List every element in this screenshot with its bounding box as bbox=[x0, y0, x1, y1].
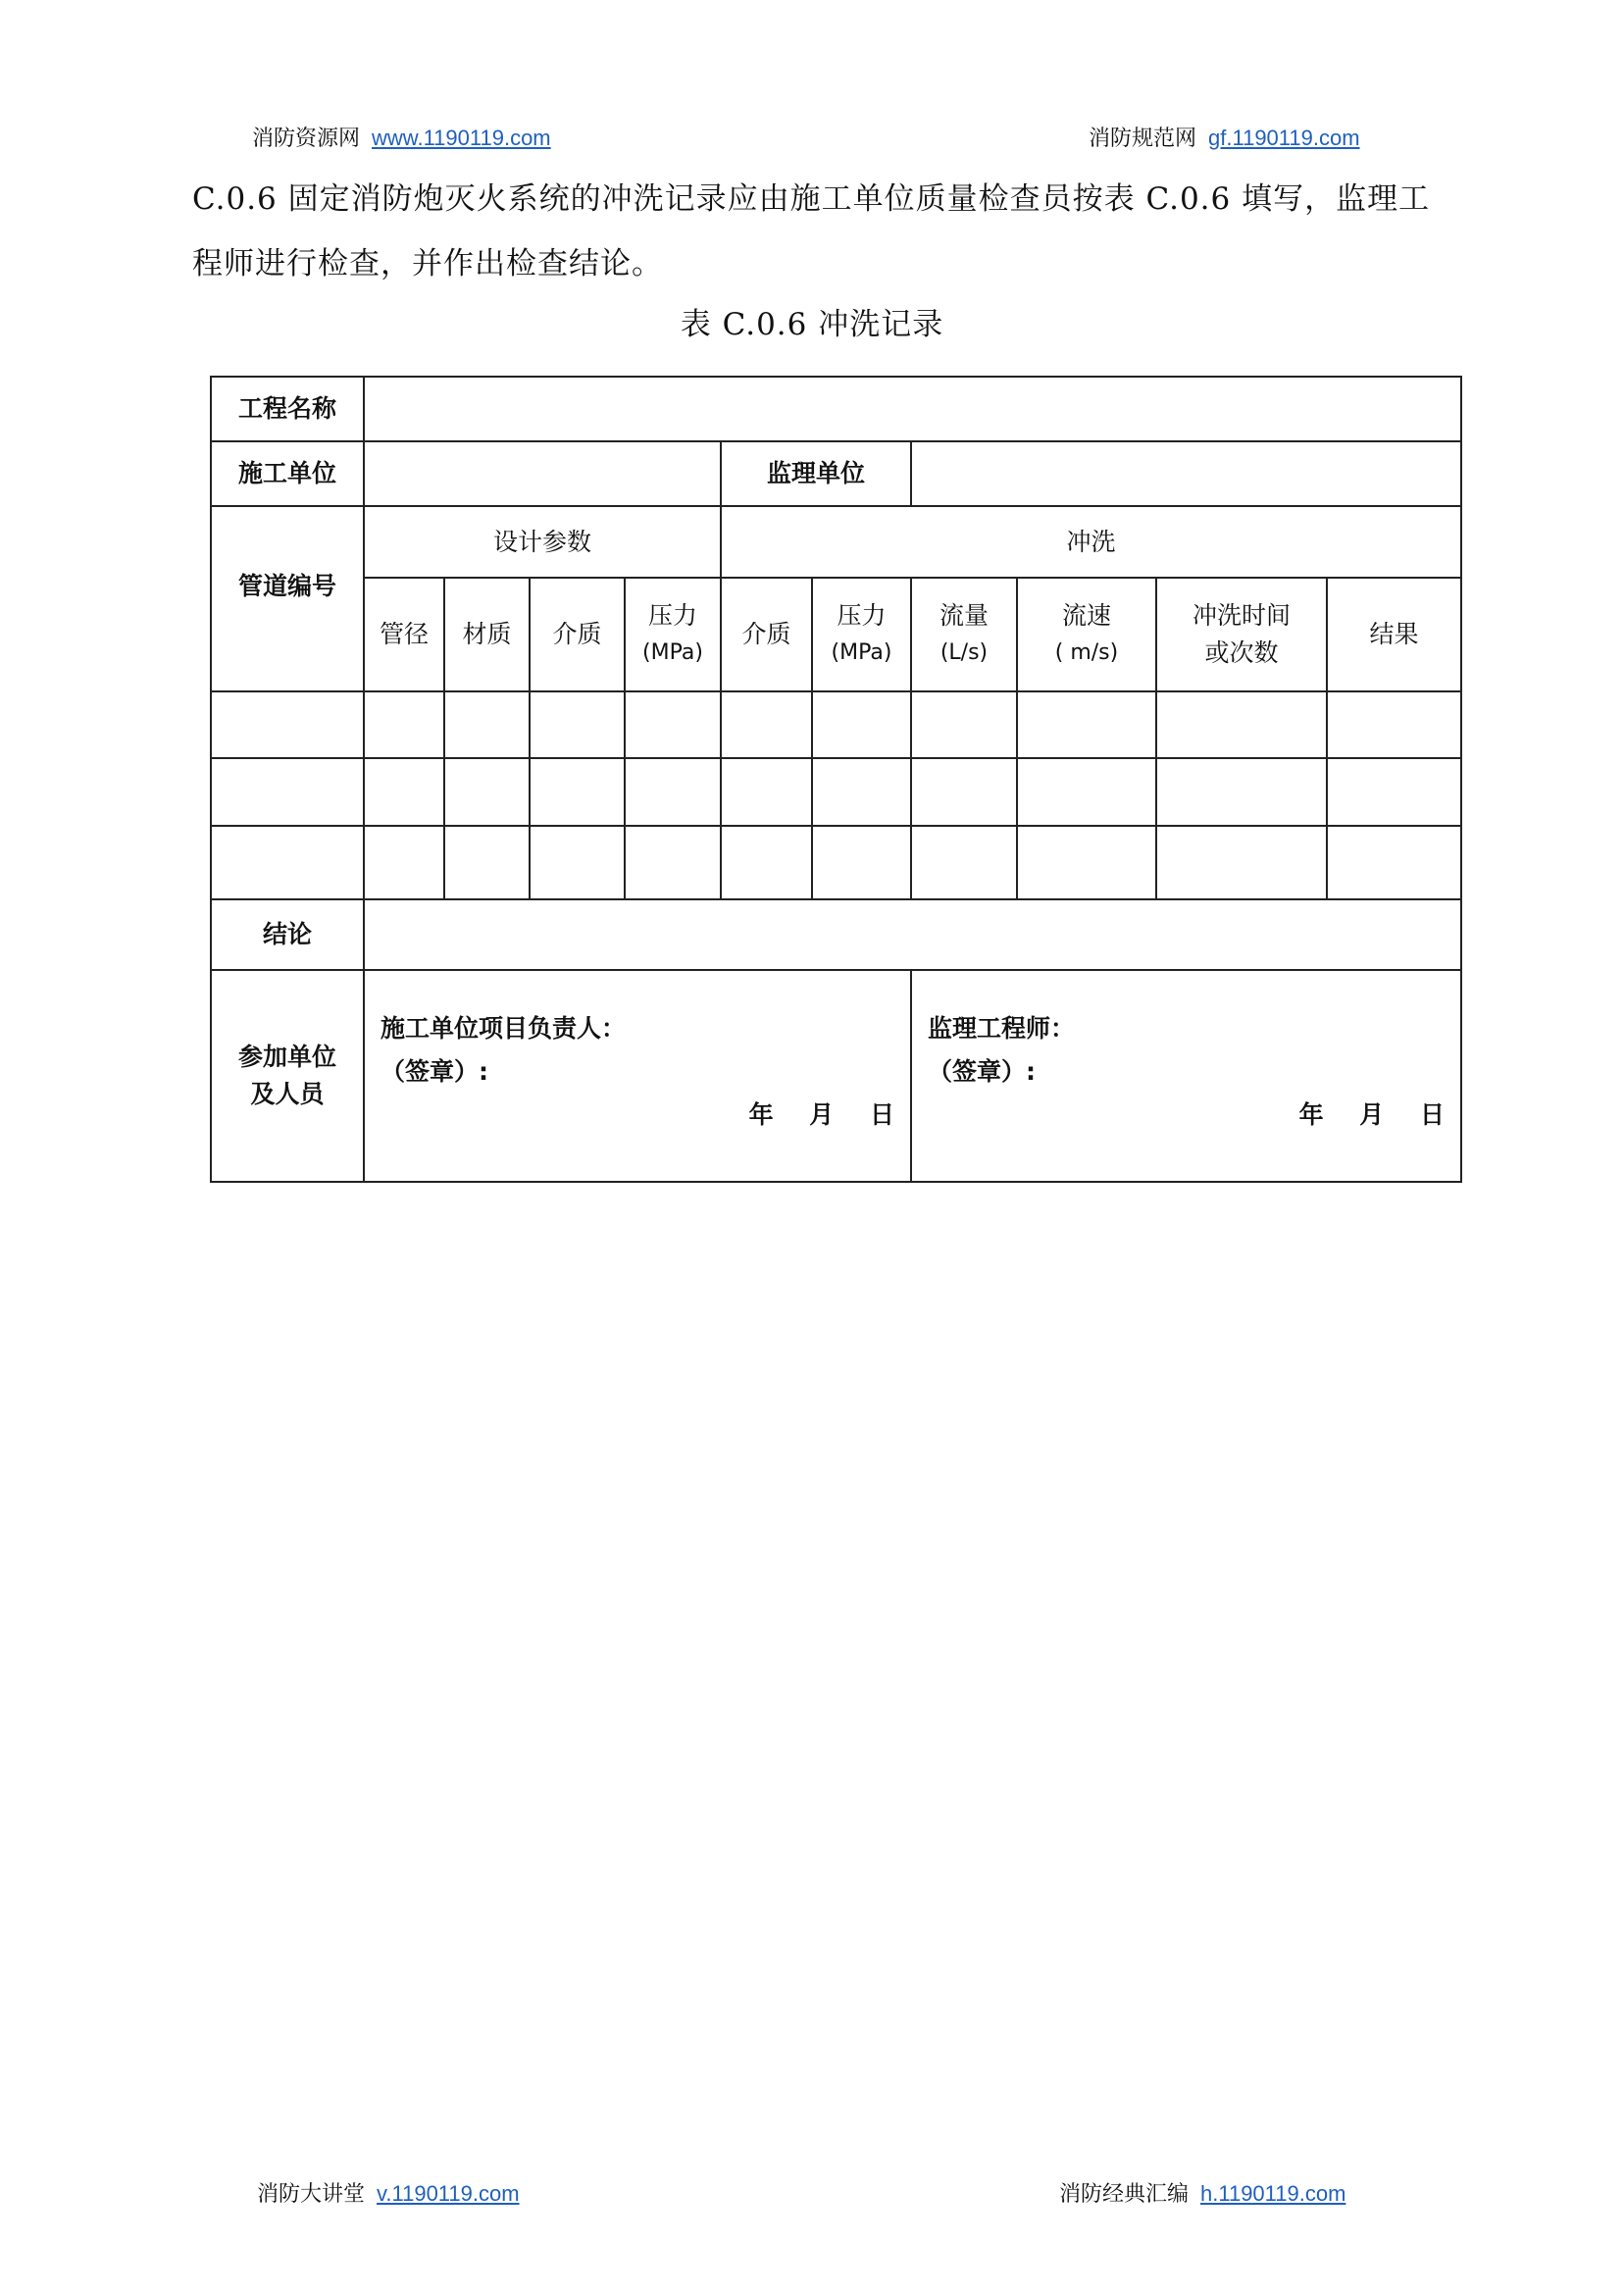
sign-block-construction[interactable] bbox=[364, 970, 911, 1182]
sign-construction-stamp: （签章）: bbox=[381, 1057, 488, 1086]
footer-left-label: 消防大讲堂 bbox=[257, 2182, 366, 2207]
cell[interactable] bbox=[1327, 826, 1461, 899]
col-pressure-design-label: 压力 bbox=[647, 601, 697, 630]
cell[interactable] bbox=[211, 691, 364, 758]
header-left-label: 消防资源网 bbox=[252, 127, 361, 151]
header-flushing: 冲洗 bbox=[721, 506, 1461, 578]
flushing-record-table bbox=[210, 376, 1462, 1183]
header-left-link[interactable]: www.1190119.com bbox=[372, 126, 551, 150]
label-participants-line1: 参加单位 bbox=[237, 1043, 336, 1071]
table-row bbox=[211, 826, 1461, 899]
cell[interactable] bbox=[364, 826, 444, 899]
cell[interactable] bbox=[625, 758, 721, 826]
header-right-link[interactable]: gf.1190119.com bbox=[1208, 126, 1360, 150]
cell[interactable] bbox=[812, 691, 911, 758]
table-row bbox=[211, 758, 1461, 826]
sign-supervision-title: 监理工程师： bbox=[928, 1014, 1076, 1043]
cell[interactable] bbox=[530, 691, 625, 758]
col-pressure-flush-label: 压力 bbox=[837, 601, 887, 630]
cell[interactable] bbox=[812, 758, 911, 826]
sign-supervision-stamp: （签章）: bbox=[928, 1057, 1036, 1086]
cell[interactable] bbox=[812, 826, 911, 899]
header-design-params: 设计参数 bbox=[364, 506, 721, 578]
footer-right-link[interactable]: h.1190119.com bbox=[1200, 2181, 1346, 2206]
cell[interactable] bbox=[721, 826, 812, 899]
cell[interactable] bbox=[444, 758, 530, 826]
header-left bbox=[252, 122, 551, 152]
col-pressure-design bbox=[625, 578, 721, 691]
col-flush-time-line2: 或次数 bbox=[1204, 638, 1279, 667]
field-supervision-unit[interactable] bbox=[911, 441, 1461, 506]
sign-construction-date: 年 月 日 bbox=[748, 1100, 894, 1129]
cell[interactable] bbox=[530, 758, 625, 826]
cell[interactable] bbox=[911, 826, 1017, 899]
cell[interactable] bbox=[444, 826, 530, 899]
cell[interactable] bbox=[1156, 826, 1327, 899]
cell[interactable] bbox=[444, 691, 530, 758]
col-flow-unit: (L/s) bbox=[939, 640, 989, 665]
label-pipe-no: 管道编号 bbox=[211, 506, 364, 691]
label-construction-unit: 施工单位 bbox=[211, 441, 364, 506]
label-participants-line2: 及人员 bbox=[250, 1080, 325, 1108]
label-participants bbox=[211, 970, 364, 1182]
cell[interactable] bbox=[911, 691, 1017, 758]
col-material: 材质 bbox=[444, 578, 530, 691]
footer-right bbox=[1059, 2177, 1345, 2208]
table-row bbox=[211, 691, 1461, 758]
label-project-name: 工程名称 bbox=[211, 377, 364, 441]
col-medium-design: 介质 bbox=[530, 578, 625, 691]
cell[interactable] bbox=[530, 826, 625, 899]
col-flow bbox=[911, 578, 1017, 691]
field-project-name[interactable] bbox=[364, 377, 1461, 441]
flushing-record-table-wrap bbox=[210, 376, 1462, 1183]
col-result: 结果 bbox=[1327, 578, 1461, 691]
sign-construction-title: 施工单位项目负责人： bbox=[381, 1014, 627, 1043]
intro-paragraph: C.0.6 固定消防炮灭火系统的冲洗记录应由施工单位质量检查员按表 C.0.6 填写，监理工程师进行检查，并作出检查结论。 bbox=[192, 181, 1431, 281]
cell[interactable] bbox=[625, 826, 721, 899]
cell[interactable] bbox=[364, 758, 444, 826]
cell[interactable] bbox=[211, 758, 364, 826]
header-right bbox=[1089, 122, 1360, 152]
footer-left-link[interactable]: v.1190119.com bbox=[377, 2181, 520, 2206]
sign-block-supervision[interactable] bbox=[911, 970, 1461, 1182]
cell[interactable] bbox=[721, 691, 812, 758]
table-caption: 表 C.0.6 冲洗记录 bbox=[680, 307, 944, 342]
cell[interactable] bbox=[1017, 758, 1156, 826]
col-velocity-label: 流速 bbox=[1061, 601, 1111, 630]
cell[interactable] bbox=[1156, 691, 1327, 758]
col-flush-time-line1: 冲洗时间 bbox=[1192, 601, 1291, 630]
col-diameter: 管径 bbox=[364, 578, 444, 691]
cell[interactable] bbox=[211, 826, 364, 899]
footer-right-label: 消防经典汇编 bbox=[1059, 2182, 1190, 2207]
cell[interactable] bbox=[625, 691, 721, 758]
cell[interactable] bbox=[1156, 758, 1327, 826]
cell[interactable] bbox=[364, 691, 444, 758]
col-pressure-flush bbox=[812, 578, 911, 691]
col-pressure-design-unit: (MPa) bbox=[642, 640, 703, 665]
cell[interactable] bbox=[721, 758, 812, 826]
cell[interactable] bbox=[1017, 826, 1156, 899]
label-conclusion: 结论 bbox=[211, 899, 364, 970]
col-flow-label: 流量 bbox=[939, 601, 989, 630]
cell[interactable] bbox=[911, 758, 1017, 826]
col-flush-time bbox=[1156, 578, 1327, 691]
col-pressure-flush-unit: (MPa) bbox=[831, 640, 892, 665]
sign-supervision-date: 年 月 日 bbox=[1298, 1100, 1445, 1129]
col-medium-flush: 介质 bbox=[721, 578, 812, 691]
cell[interactable] bbox=[1327, 691, 1461, 758]
label-supervision-unit: 监理单位 bbox=[721, 441, 911, 506]
col-velocity-unit: ( m/s) bbox=[1054, 640, 1119, 665]
field-conclusion[interactable] bbox=[364, 899, 1461, 970]
cell[interactable] bbox=[1327, 758, 1461, 826]
col-velocity bbox=[1017, 578, 1156, 691]
cell[interactable] bbox=[1017, 691, 1156, 758]
field-construction-unit[interactable] bbox=[364, 441, 721, 506]
footer-left bbox=[257, 2177, 520, 2208]
header-right-label: 消防规范网 bbox=[1089, 127, 1197, 151]
